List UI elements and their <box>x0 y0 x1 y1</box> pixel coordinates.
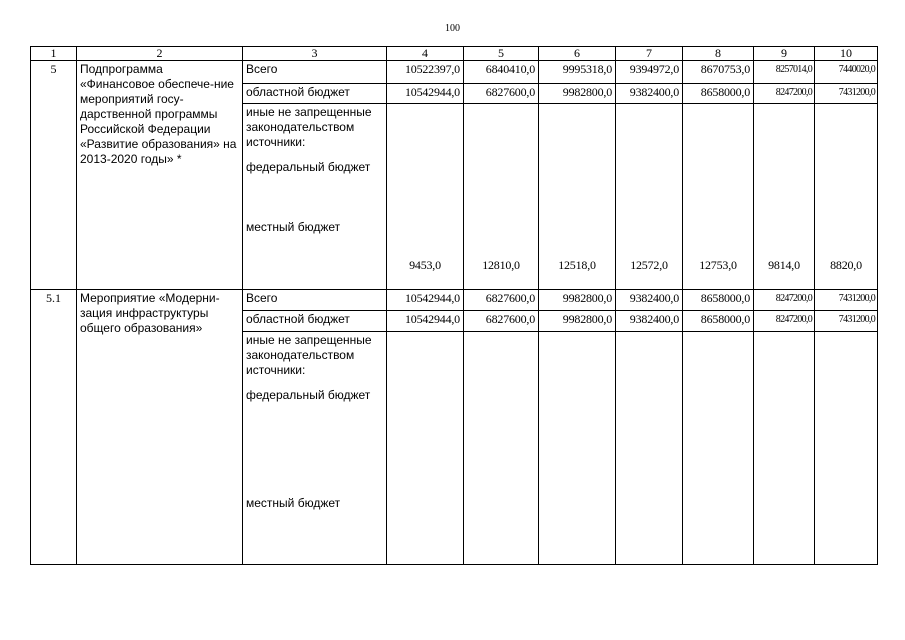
header-cell: 2 <box>77 47 243 61</box>
value-cell: 8670753,0 <box>683 61 754 84</box>
value-cell: 7431200,0 <box>815 311 878 332</box>
local-budget-label: местный бюджет <box>246 496 341 510</box>
value-cell: 8658000,0 <box>683 311 754 332</box>
value-cell: 9453,0 <box>387 104 464 290</box>
empty-cell <box>539 332 616 565</box>
source-breakdown <box>243 332 387 565</box>
source-label: Всего <box>243 61 387 84</box>
value-cell: 8257014,0 <box>754 61 815 84</box>
page-number: 100 <box>445 23 460 34</box>
value-cell: 6827600,0 <box>464 290 539 311</box>
header-cell: 3 <box>243 47 387 61</box>
value-cell: 8247200,0 <box>754 84 815 104</box>
value-cell: 9995318,0 <box>539 61 616 84</box>
local-budget-label: местный бюджет <box>246 220 341 234</box>
table-row <box>31 290 878 311</box>
value-cell: 12810,0 <box>464 104 539 290</box>
value-cell: 10542944,0 <box>387 311 464 332</box>
value-cell: 8820,0 <box>815 104 878 290</box>
source-label: областной бюджет <box>243 84 387 104</box>
value-cell: 9382400,0 <box>616 84 683 104</box>
header-cell: 10 <box>815 47 878 61</box>
row-number: 5 <box>31 61 77 290</box>
header-cell: 1 <box>31 47 77 61</box>
header-cell: 7 <box>616 47 683 61</box>
value-cell: 8658000,0 <box>683 290 754 311</box>
value-cell: 7431200,0 <box>815 84 878 104</box>
program-name: Подпрограмма «Финансовое обеспече-ние мероприятий госу-дарственной программы Российской Федерации «Развитие образования» на 2013-2020 годы» * <box>77 61 243 290</box>
row-number: 5.1 <box>31 290 77 565</box>
header-cell: 5 <box>464 47 539 61</box>
empty-cell <box>754 332 815 565</box>
program-name: Мероприятие «Модерни-зация инфраструктуры общего образования» <box>77 290 243 565</box>
table-row <box>31 61 878 84</box>
value-cell: 7431200,0 <box>815 290 878 311</box>
value-cell: 8247200,0 <box>754 311 815 332</box>
value-cell: 10522397,0 <box>387 61 464 84</box>
empty-cell <box>815 332 878 565</box>
header-cell: 4 <box>387 47 464 61</box>
empty-cell <box>464 332 539 565</box>
budget-table <box>30 46 878 565</box>
value-cell: 9382400,0 <box>616 311 683 332</box>
value-cell: 12518,0 <box>539 104 616 290</box>
federal-budget-label: федеральный бюджет <box>246 388 371 402</box>
value-cell: 9982800,0 <box>539 311 616 332</box>
source-breakdown <box>243 104 387 290</box>
federal-budget-label: федеральный бюджет <box>246 160 371 174</box>
value-cell: 10542944,0 <box>387 290 464 311</box>
source-label: областной бюджет <box>243 311 387 332</box>
value-cell: 8658000,0 <box>683 84 754 104</box>
value-cell: 12572,0 <box>616 104 683 290</box>
value-cell: 9814,0 <box>754 104 815 290</box>
column-number-row <box>31 47 878 61</box>
empty-cell <box>683 332 754 565</box>
value-cell: 9982800,0 <box>539 290 616 311</box>
header-cell: 6 <box>539 47 616 61</box>
header-cell: 9 <box>754 47 815 61</box>
value-cell: 12753,0 <box>683 104 754 290</box>
source-label: Всего <box>243 290 387 311</box>
other-sources-label: иные не запрещенные законодательством источники: <box>246 333 372 377</box>
value-cell: 6827600,0 <box>464 311 539 332</box>
value-cell: 9382400,0 <box>616 290 683 311</box>
empty-cell <box>387 332 464 565</box>
value-cell: 8247200,0 <box>754 290 815 311</box>
header-cell: 8 <box>683 47 754 61</box>
value-cell: 6840410,0 <box>464 61 539 84</box>
value-cell: 6827600,0 <box>464 84 539 104</box>
empty-cell <box>616 332 683 565</box>
other-sources-label: иные не запрещенные законодательством источники: <box>246 105 372 149</box>
value-cell: 10542944,0 <box>387 84 464 104</box>
value-cell: 9394972,0 <box>616 61 683 84</box>
value-cell: 7440020,0 <box>815 61 878 84</box>
value-cell: 9982800,0 <box>539 84 616 104</box>
